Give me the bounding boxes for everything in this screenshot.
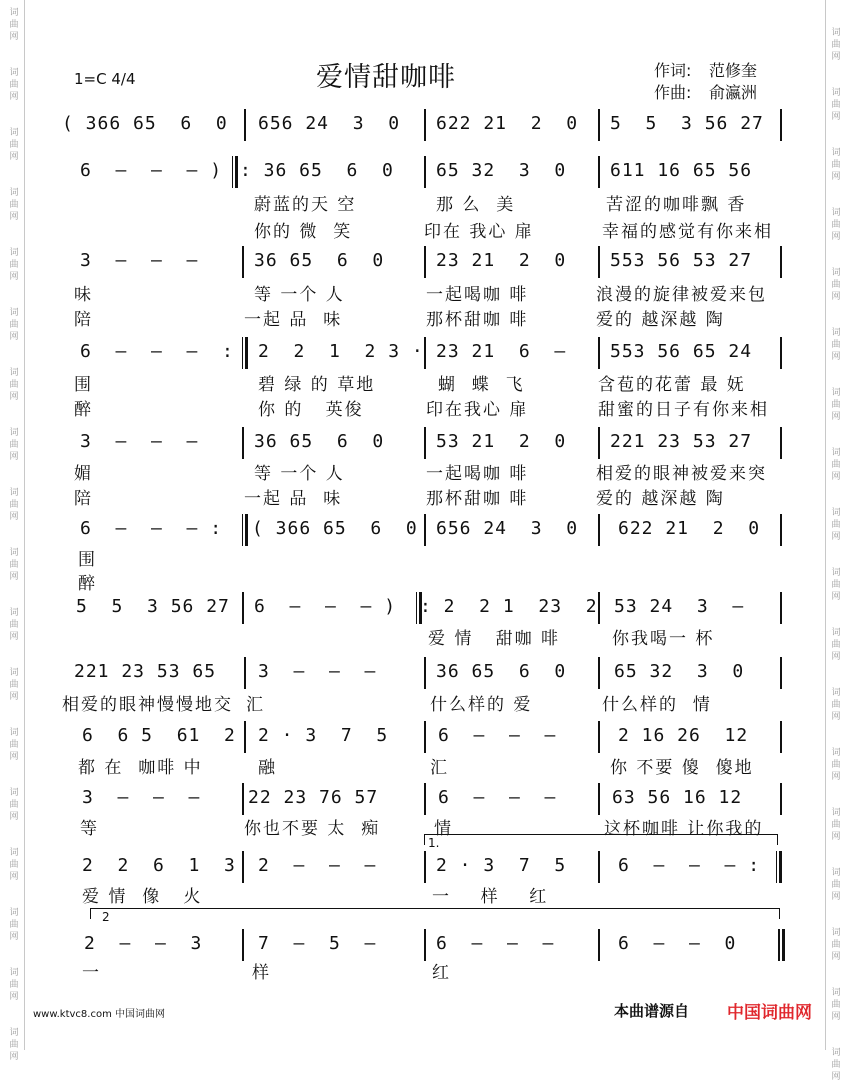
measure: 3 — — — <box>80 431 199 452</box>
lyric-line-2a <box>62 190 786 214</box>
left-watermark-strip <box>6 0 25 1062</box>
barline <box>424 783 426 815</box>
watermark-glyph: 曲 <box>831 100 841 110</box>
watermark-glyph: 曲 <box>831 880 841 890</box>
score-line-3 <box>62 250 786 280</box>
footer-source-label: 本曲谱源自 <box>614 1002 690 1020</box>
measure: 6 — — — <box>436 933 555 954</box>
measure: 553 56 53 27 <box>610 250 753 271</box>
lyric: 媚 <box>74 464 93 484</box>
watermark-glyph: 词 <box>9 128 19 138</box>
watermark-glyph: 网 <box>9 692 19 702</box>
lyric: 苦涩的咖啡飘 香 <box>606 195 747 215</box>
watermark-glyph: 曲 <box>9 80 19 90</box>
watermark-glyph: 词 <box>9 68 19 78</box>
watermark-glyph: 网 <box>9 812 19 822</box>
watermark-glyph: 网 <box>9 872 19 882</box>
lyric: 那杯甜咖 啡 <box>426 310 529 330</box>
watermark-glyph: 曲 <box>831 640 841 650</box>
watermark-glyph: 词 <box>831 448 841 458</box>
watermark-glyph: 网 <box>9 1052 19 1062</box>
barline <box>244 721 246 753</box>
lyric: 你的 微 笑 <box>254 222 353 242</box>
measure: 6 6 5 61 2 <box>82 725 236 746</box>
watermark-glyph: 网 <box>831 892 841 902</box>
score-line-10 <box>62 787 786 817</box>
lyric-line-4b <box>62 395 786 419</box>
measure: : 36 65 6 0 <box>240 160 394 181</box>
measure: 3 — — — <box>80 250 199 271</box>
measure: 65 32 3 0 <box>614 661 745 682</box>
barline <box>780 783 782 815</box>
composer-name: 俞瀛洲 <box>709 83 758 102</box>
lyric: 一起喝咖 啡 <box>426 464 529 484</box>
measure: 221 23 53 65 <box>74 661 217 682</box>
lyric: 什么样的 情 <box>602 695 712 715</box>
measure: 622 21 2 0 <box>618 518 761 539</box>
measure: 622 21 2 0 <box>436 113 579 134</box>
watermark-glyph: 曲 <box>9 920 19 930</box>
watermark-glyph: 网 <box>9 272 19 282</box>
barline <box>598 427 600 459</box>
measure: 5 5 3 56 27 <box>610 113 764 134</box>
lyric: 爱的 越深越 陶 <box>596 489 725 509</box>
measure: 36 65 6 0 <box>254 431 385 452</box>
barline <box>598 337 600 369</box>
measure: ( 366 65 6 0 <box>62 113 228 134</box>
watermark-glyph: 曲 <box>9 560 19 570</box>
watermark-glyph: 曲 <box>9 680 19 690</box>
watermark-glyph: 曲 <box>9 1040 19 1050</box>
watermark-glyph: 词 <box>9 608 19 618</box>
watermark-glyph: 网 <box>9 932 19 942</box>
watermark-glyph: 词 <box>831 928 841 938</box>
right-watermark-strip <box>825 0 844 1082</box>
lyric: 你也不要 太 痴 <box>244 819 381 839</box>
watermark-glyph: 词 <box>831 988 841 998</box>
watermark-glyph: 网 <box>831 292 841 302</box>
lyric: 一 <box>82 963 101 983</box>
lyric-line-5a <box>62 459 786 483</box>
barline <box>424 514 426 546</box>
watermark-glyph: 曲 <box>9 440 19 450</box>
watermark-glyph: 词 <box>9 668 19 678</box>
measure: 2 2 1 2 3 · <box>258 341 424 362</box>
measure: 6 — — — : <box>80 518 223 539</box>
barline <box>598 156 600 188</box>
measure: 2 2 6 1 3 <box>82 855 236 876</box>
watermark-glyph: 网 <box>831 112 841 122</box>
lyric-line-9 <box>62 753 786 777</box>
watermark-glyph: 词 <box>831 148 841 158</box>
second-ending-bracket <box>90 908 780 919</box>
lyric: 含苞的花蕾 最 妩 <box>598 375 746 395</box>
lyric-line-3a <box>62 280 786 304</box>
lyric: 红 <box>432 963 451 983</box>
lyric-line-7 <box>62 624 786 648</box>
watermark-glyph: 曲 <box>831 400 841 410</box>
lyric: 陪 <box>74 310 93 330</box>
watermark-glyph: 曲 <box>9 500 19 510</box>
composer-credit <box>654 80 757 103</box>
repeat-end-barline <box>776 851 782 883</box>
lyric-line-6b <box>62 569 786 593</box>
watermark-glyph: 网 <box>831 1012 841 1022</box>
watermark-glyph: 词 <box>9 1028 19 1038</box>
lyric: 一起 品 味 <box>244 310 343 330</box>
lyricist-label: 作词: <box>654 61 692 80</box>
lyric: 一起 品 味 <box>244 489 343 509</box>
watermark-glyph: 词 <box>831 508 841 518</box>
watermark-glyph: 网 <box>831 52 841 62</box>
measure: 3 — — — <box>82 787 201 808</box>
lyric: 汇 <box>430 758 449 778</box>
watermark-glyph: 网 <box>831 532 841 542</box>
barline <box>424 929 426 961</box>
measure: 5 5 3 56 27 <box>76 596 230 617</box>
watermark-glyph: 曲 <box>9 320 19 330</box>
watermark-glyph: 词 <box>831 748 841 758</box>
watermark-glyph: 网 <box>9 332 19 342</box>
score-line-7 <box>62 596 786 626</box>
watermark-glyph: 词 <box>9 428 19 438</box>
barline <box>598 721 600 753</box>
lyric: 爱 情 像 火 <box>82 887 203 907</box>
measure: 221 23 53 27 <box>610 431 753 452</box>
watermark-glyph: 曲 <box>9 740 19 750</box>
lyric: 醉 <box>78 574 97 594</box>
watermark-glyph: 曲 <box>831 1000 841 1010</box>
score-line-9 <box>62 725 786 755</box>
measure: ( 366 65 6 0 <box>252 518 418 539</box>
lyric: 什么样的 爱 <box>430 695 533 715</box>
measure: 2 — — — <box>258 855 377 876</box>
watermark-glyph: 词 <box>831 28 841 38</box>
barline <box>424 337 426 369</box>
key-signature: 1=C 4/4 <box>74 70 136 88</box>
song-title: 爱情甜咖啡 <box>316 62 456 93</box>
watermark-glyph: 网 <box>831 232 841 242</box>
lyric: 围 <box>74 375 93 395</box>
barline <box>242 427 244 459</box>
watermark-glyph: 网 <box>831 712 841 722</box>
watermark-glyph: 词 <box>831 208 841 218</box>
measure: 2 · 3 7 5 <box>436 855 567 876</box>
score-line-5 <box>62 431 786 461</box>
watermark-glyph: 词 <box>831 688 841 698</box>
watermark-glyph: 网 <box>9 752 19 762</box>
barline <box>598 929 600 961</box>
barline <box>780 721 782 753</box>
measure: 656 24 3 0 <box>436 518 579 539</box>
measure: 656 24 3 0 <box>258 113 401 134</box>
lyric: 一 样 红 <box>432 887 549 907</box>
footer-brand-link[interactable]: 中国词曲网 <box>727 1003 812 1023</box>
measure: 53 24 3 — <box>614 596 745 617</box>
final-barline-thick <box>782 929 785 961</box>
lyric: 融 <box>258 758 277 778</box>
watermark-glyph: 网 <box>9 152 19 162</box>
barline <box>780 592 782 624</box>
score-line-6 <box>62 518 786 548</box>
watermark-glyph: 曲 <box>831 520 841 530</box>
watermark-glyph: 网 <box>9 572 19 582</box>
watermark-glyph: 词 <box>9 368 19 378</box>
watermark-glyph: 曲 <box>9 800 19 810</box>
lyric-line-6a <box>62 545 786 569</box>
repeat-barline <box>242 337 248 369</box>
lyric: 相爱的眼神被爱来突 <box>596 464 767 484</box>
watermark-glyph: 词 <box>9 788 19 798</box>
watermark-glyph: 曲 <box>831 940 841 950</box>
measure: 2 — — 3 <box>84 933 203 954</box>
watermark-glyph: 网 <box>831 472 841 482</box>
measure: 6 — — — <box>438 725 557 746</box>
barline <box>598 851 600 883</box>
watermark-glyph: 曲 <box>831 1060 841 1070</box>
first-ending-bracket <box>424 834 778 845</box>
watermark-glyph: 曲 <box>831 40 841 50</box>
lyric-line-4a <box>62 370 786 394</box>
watermark-glyph: 词 <box>9 968 19 978</box>
lyric-line-12 <box>62 958 786 982</box>
barline <box>244 657 246 689</box>
lyric: 陪 <box>74 489 93 509</box>
watermark-glyph: 网 <box>9 452 19 462</box>
watermark-glyph: 曲 <box>9 260 19 270</box>
measure: : 2 2 1 23 2 <box>420 596 598 617</box>
measure: 6 — — — <box>438 787 557 808</box>
measure: 36 65 6 0 <box>436 661 567 682</box>
watermark-glyph: 曲 <box>831 580 841 590</box>
lyric: 爱 情 甜咖 啡 <box>428 629 561 649</box>
watermark-glyph: 曲 <box>9 860 19 870</box>
barline <box>598 109 600 141</box>
watermark-glyph: 词 <box>831 328 841 338</box>
lyric: 爱的 越深越 陶 <box>596 310 725 330</box>
watermark-glyph: 词 <box>9 548 19 558</box>
measure: 7 — 5 — <box>258 933 377 954</box>
barline <box>780 657 782 689</box>
watermark-glyph: 词 <box>9 728 19 738</box>
barline <box>598 246 600 278</box>
barline <box>598 514 600 546</box>
watermark-glyph: 网 <box>831 952 841 962</box>
barline <box>424 721 426 753</box>
watermark-glyph: 曲 <box>9 980 19 990</box>
barline <box>242 783 244 815</box>
watermark-glyph: 曲 <box>9 20 19 30</box>
measure: 22 23 76 57 <box>248 787 379 808</box>
watermark-glyph: 词 <box>831 808 841 818</box>
watermark-glyph: 网 <box>831 1072 841 1082</box>
measure: 65 32 3 0 <box>436 160 567 181</box>
measure: 23 21 6 — <box>436 341 567 362</box>
lyric: 一起喝咖 啡 <box>426 285 529 305</box>
watermark-glyph: 曲 <box>831 460 841 470</box>
lyric: 等 一个 人 <box>254 464 345 484</box>
watermark-glyph: 网 <box>9 92 19 102</box>
lyric-line-11 <box>62 882 786 906</box>
watermark-glyph: 网 <box>831 652 841 662</box>
lyric: 等 <box>80 819 99 839</box>
watermark-glyph: 网 <box>9 212 19 222</box>
lyric: 浪漫的旋律被爱来包 <box>596 285 767 305</box>
lyric: 你我喝一 杯 <box>612 629 715 649</box>
watermark-glyph: 词 <box>9 248 19 258</box>
barline <box>780 427 782 459</box>
watermark-glyph: 词 <box>831 1048 841 1058</box>
watermark-glyph: 曲 <box>831 700 841 710</box>
measure: 2 16 26 12 <box>618 725 749 746</box>
measure: 6 — — — : <box>80 341 234 362</box>
barline <box>424 851 426 883</box>
watermark-glyph: 曲 <box>831 220 841 230</box>
barline <box>598 783 600 815</box>
watermark-glyph: 网 <box>831 772 841 782</box>
lyric: 都 在 咖啡 中 <box>78 758 203 778</box>
watermark-glyph: 网 <box>831 832 841 842</box>
lyric: 味 <box>74 285 93 305</box>
watermark-glyph: 词 <box>831 628 841 638</box>
final-barline-thin <box>778 929 780 961</box>
lyric: 甜蜜的日子有你来相 <box>598 400 769 420</box>
score-line-8 <box>62 661 786 691</box>
barline <box>244 109 246 141</box>
measure: 553 56 65 24 <box>610 341 753 362</box>
repeat-end-barline <box>242 514 248 546</box>
watermark-glyph: 曲 <box>9 380 19 390</box>
watermark-glyph: 网 <box>9 512 19 522</box>
lyric: 相爱的眼神慢慢地交 <box>62 695 233 715</box>
lyric: 样 <box>252 963 271 983</box>
barline <box>780 337 782 369</box>
barline <box>780 246 782 278</box>
composer-label: 作曲: <box>654 83 692 102</box>
watermark-glyph: 曲 <box>9 200 19 210</box>
watermark-glyph: 词 <box>9 8 19 18</box>
lyric: 你 的 英俊 <box>258 400 364 420</box>
lyric: 蝴 蝶 飞 <box>438 375 525 395</box>
watermark-glyph: 网 <box>9 392 19 402</box>
measure: 6 — — 0 <box>618 933 737 954</box>
watermark-glyph: 网 <box>9 992 19 1002</box>
score-line-2 <box>62 160 786 190</box>
watermark-glyph: 词 <box>831 88 841 98</box>
lyricist-name: 范修奎 <box>709 61 758 80</box>
watermark-glyph: 曲 <box>831 160 841 170</box>
barline <box>598 592 600 624</box>
watermark-glyph: 网 <box>831 352 841 362</box>
first-ending-number: 1. <box>428 836 440 850</box>
watermark-glyph: 曲 <box>831 280 841 290</box>
lyric: 蔚蓝的天 空 <box>254 195 357 215</box>
lyric: 这杯咖啡 让你我的 <box>604 819 764 839</box>
watermark-glyph: 曲 <box>831 340 841 350</box>
lyric-line-5b <box>62 484 786 508</box>
lyric: 等 一个 人 <box>254 285 345 305</box>
barline <box>424 156 426 188</box>
watermark-glyph: 词 <box>9 848 19 858</box>
lyric: 那杯甜咖 啡 <box>426 489 529 509</box>
watermark-glyph: 曲 <box>9 140 19 150</box>
watermark-glyph: 曲 <box>9 620 19 630</box>
measure: 2 · 3 7 5 <box>258 725 389 746</box>
measure: 53 21 2 0 <box>436 431 567 452</box>
lyric: 那 么 美 <box>436 195 516 215</box>
barline <box>424 246 426 278</box>
lyric: 醉 <box>74 400 93 420</box>
measure: 6 — — — : <box>618 855 761 876</box>
lyric: 碧 绿 的 草地 <box>258 375 376 395</box>
watermark-glyph: 网 <box>831 172 841 182</box>
watermark-glyph: 词 <box>831 388 841 398</box>
watermark-glyph: 词 <box>831 568 841 578</box>
watermark-glyph: 词 <box>9 188 19 198</box>
measure: 611 16 65 56 <box>610 160 753 181</box>
lyric: 印在 我心 扉 <box>424 222 534 242</box>
lyric: 汇 <box>246 695 265 715</box>
lyric: 情 <box>434 819 453 839</box>
lyric: 你 不要 傻 傻地 <box>610 758 754 778</box>
lyric-line-8 <box>62 690 786 714</box>
lyric: 印在我心 扉 <box>426 400 529 420</box>
watermark-glyph: 网 <box>9 32 19 42</box>
measure: 63 56 16 12 <box>612 787 743 808</box>
measure: 23 21 2 0 <box>436 250 567 271</box>
lyric: 幸福的感觉有你来相 <box>602 222 773 242</box>
barline <box>242 592 244 624</box>
score-line-1 <box>62 113 786 143</box>
barline <box>242 929 244 961</box>
barline <box>242 851 244 883</box>
score-line-4 <box>62 341 786 371</box>
watermark-glyph: 网 <box>831 412 841 422</box>
watermark-glyph: 曲 <box>831 760 841 770</box>
watermark-glyph: 词 <box>9 908 19 918</box>
measure: 3 — — — <box>258 661 377 682</box>
barline <box>780 109 782 141</box>
lyricist-credit <box>654 58 757 81</box>
measure: 36 65 6 0 <box>254 250 385 271</box>
watermark-glyph: 网 <box>9 632 19 642</box>
footer-site-url[interactable]: www.ktvc8.com 中国词曲网 <box>33 1009 166 1020</box>
barline <box>780 514 782 546</box>
barline <box>242 246 244 278</box>
lyric-line-2b <box>62 217 786 241</box>
barline <box>424 109 426 141</box>
watermark-glyph: 词 <box>831 868 841 878</box>
watermark-glyph: 曲 <box>831 820 841 830</box>
watermark-glyph: 词 <box>9 488 19 498</box>
score-line-11 <box>62 855 786 885</box>
barline <box>424 657 426 689</box>
barline <box>598 657 600 689</box>
watermark-glyph: 网 <box>831 592 841 602</box>
measure: 6 — — — ) <box>80 160 223 181</box>
repeat-start-barline <box>232 156 238 188</box>
lyric: 围 <box>78 550 97 570</box>
watermark-glyph: 词 <box>831 268 841 278</box>
barline <box>424 427 426 459</box>
lyric-line-3b <box>62 305 786 329</box>
watermark-glyph: 词 <box>9 308 19 318</box>
measure: 6 — — — ) <box>254 596 397 617</box>
second-ending-number: 2 <box>102 910 110 924</box>
